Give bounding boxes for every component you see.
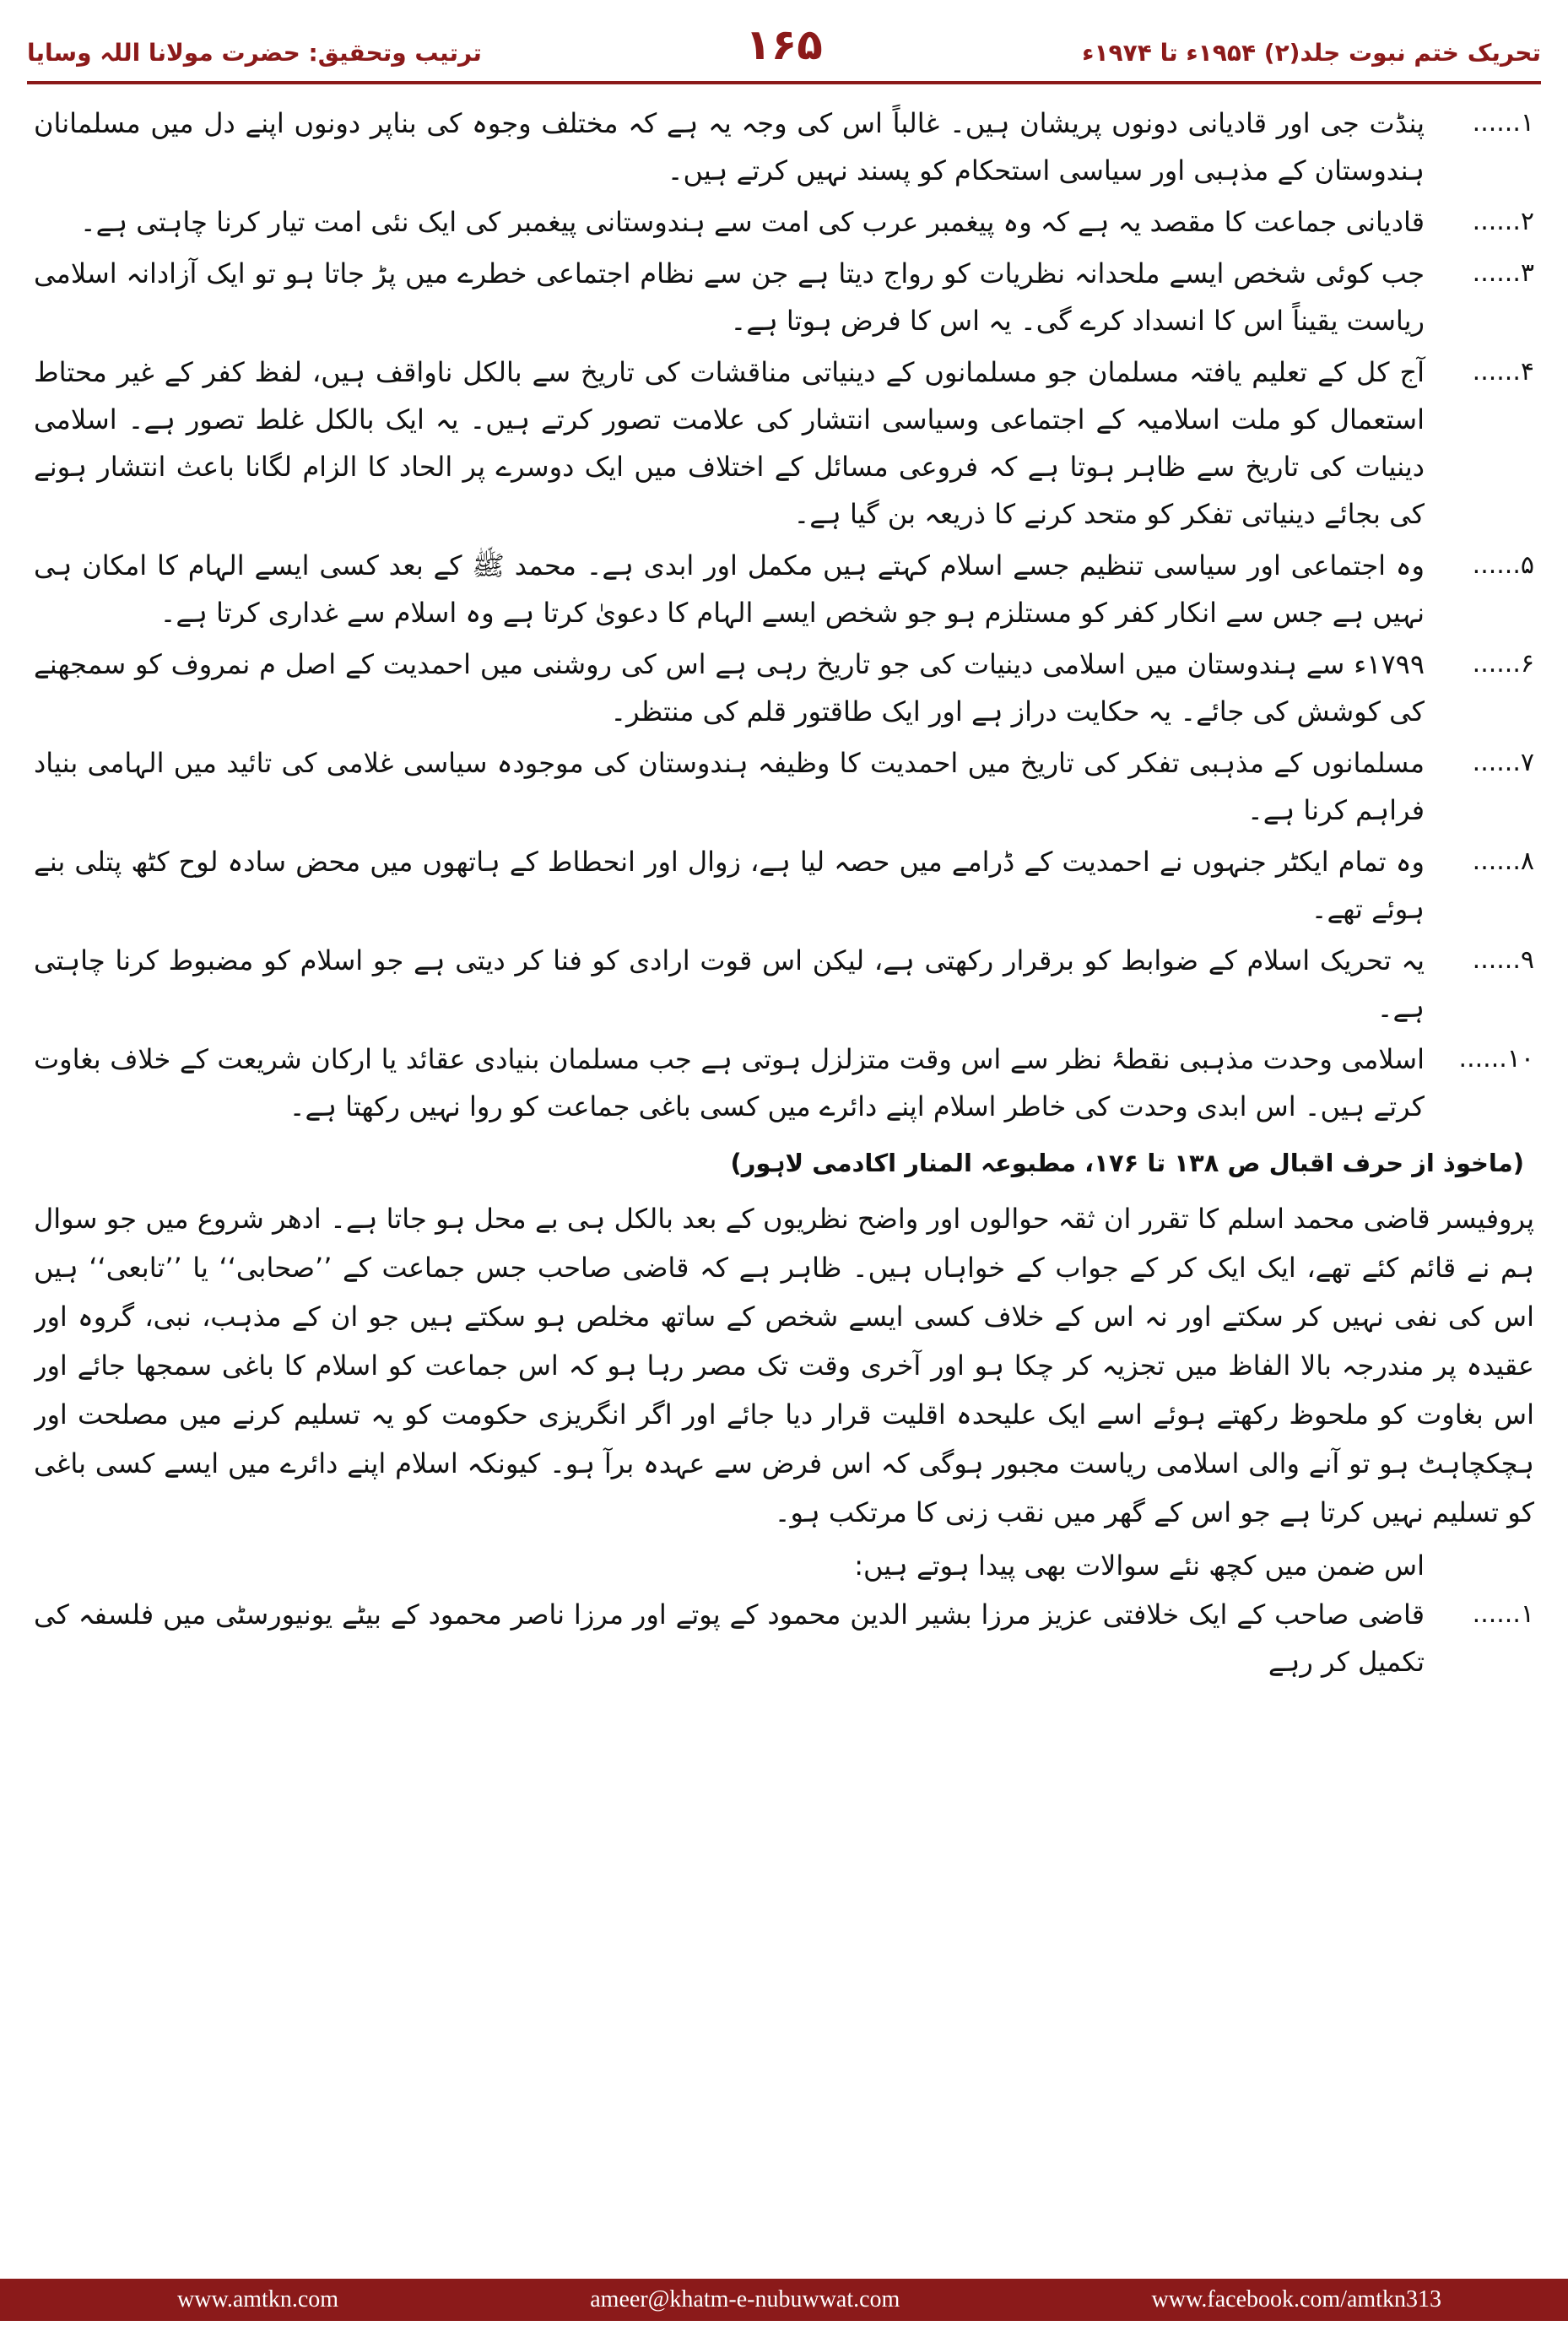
list-item <box>34 1591 1534 1685</box>
list-item <box>34 937 1534 1031</box>
item-text: جب کوئی شخص ایسے ملحدانہ نظریات کو رواج دیتا ہے جن سے نظام اجتماعی خطرے میں پڑ جاتا ہو تو ایک آزادانہ اسلامی ریاست یقیناً اس کا انسداد کرے گی۔ یہ اس کا فرض ہوتا ہے۔ <box>34 257 1425 337</box>
body-paragraph: پروفیسر قاضی محمد اسلم کا تقرر ان ثقہ حوالوں اور واضح نظریوں کے بعد بالکل ہی بے محل ہو جاتا ہے۔ ادھر شروع میں جو سوال ہم نے قائم کئے تھے، ایک ایک کر کے جواب کے خواہاں ہیں۔ ظاہر ہے کہ قاضی صاحب جس جماعت کے ’’صحابی‘‘ یا ’’تابعی‘‘ ہیں اس کی نفی نہیں کر سکتے اور نہ اس کے خلاف کسی ایسے شخص کے ساتھ مخلص ہو سکتے ہیں جو ان کے مذہب، نبی، گروہ اور عقیدہ پر مندرجہ بالا الفاظ میں تجزیہ کر چکا ہو اور آخری وقت تک مصر رہا ہو کہ اس جماعت کو اسلام کا باغی سمجھا جائے اور اس بغاوت کو ملحوظ رکھتے ہوئے اسے ایک علیحدہ اقلیت قرار دیا جائے اور اگر انگریزی حکومت کو یہ تسلیم کرنے میں مصلحت اور ہچکچاہٹ ہو تو آنے والی اسلامی ریاست مجبور ہوگی کہ اس فرض سے عہدہ برآ ہو۔ کیونکہ اسلام اپنے دائرے میں ایسے کسی باغی کو تسلیم نہیں کرتا ہے جو اس کے گھر میں نقب زنی کا مرتکب ہو۔ <box>34 1203 1534 1528</box>
list-item <box>34 838 1534 933</box>
item-text: وہ اجتماعی اور سیاسی تنظیم جسے اسلام کہتے ہیں مکمل اور ابدی ہے۔ محمد ﷺ کے بعد کسی ایسے الہام کا امکان ہی نہیں ہے جس سے انکار کفر کو مستلزم ہو جو شخص ایسے الہام کا دعویٰ کرتا ہے وہ اسلام سے غداری کرتا ہے۔ <box>34 549 1425 629</box>
list-item <box>34 349 1534 538</box>
list-item <box>34 100 1534 194</box>
section-subheading: اس ضمن میں کچھ نئے سوالات بھی پیدا ہوتے ہیں: <box>854 1550 1425 1582</box>
list-item <box>34 641 1534 735</box>
item-number: ۷...... <box>1472 748 1534 777</box>
item-text: اسلامی وحدت مذہبی نقطۂ نظر سے اس وقت متزلزل ہوتی ہے جب مسلمان بنیادی عقائد یا ارکان شریعت کے خلاف بغاوت کرتے ہیں۔ اس ابدی وحدت کی خاطر اسلام اپنے دائرے میں کسی باغی جماعت کو روا نہیں رکھتا ہے۔ <box>34 1043 1425 1122</box>
item-number: ۵...... <box>1472 550 1534 580</box>
item-number: ۱...... <box>1472 108 1534 138</box>
footer-website-link[interactable]: www.amtkn.com <box>177 2286 339 2312</box>
page-body <box>34 100 1534 2258</box>
item-text: مسلمانوں کے مذہبی تفکر کی تاریخ میں احمدیت کا وظیفہ ہندوستان کی موجودہ سیاسی غلامی کی تائید میں الہامی بنیاد فراہم کرنا ہے۔ <box>34 747 1425 826</box>
page-footer <box>0 2279 1568 2321</box>
numbered-list <box>34 100 1534 1130</box>
item-number: ۱۰...... <box>1458 1044 1534 1074</box>
item-number: ۳...... <box>1472 258 1534 288</box>
item-number: ۲...... <box>1472 207 1534 236</box>
source-reference: (ماخوذ از حرف اقبال ص ۱۳۸ تا ۱۷۶، مطبوعہ المنار اکادمی لاہور) <box>730 1149 1524 1177</box>
item-text: قادیانی جماعت کا مقصد یہ ہے کہ وہ پیغمبر عرب کی امت سے ہندوستانی پیغمبر کی ایک نئی امت تیار کرنا چاہتی ہے۔ <box>79 206 1425 238</box>
list-item <box>34 198 1534 246</box>
item-number: ۹...... <box>1472 945 1534 975</box>
page-number: ۱۶۵ <box>745 20 823 69</box>
item-number: ۱...... <box>1472 1599 1534 1629</box>
item-text: وہ تمام ایکٹر جنہوں نے احمدیت کے ڈرامے میں حصہ لیا ہے، زوال اور انحطاط کے ہاتھوں میں محض سادہ لوح کٹھ پتلی بنے ہوئے تھے۔ <box>34 846 1425 925</box>
footer-email-link[interactable]: ameer@khatm-e-nubuwwat.com <box>590 2286 900 2312</box>
item-number: ۴...... <box>1472 357 1534 387</box>
list-item <box>34 1036 1534 1130</box>
item-text: ۱۷۹۹ء سے ہندوستان میں اسلامی دینیات کی جو تاریخ رہی ہے اس کی روشنی میں احمدیت کے اصل م نمروف کو سمجھنے کی کوشش کی جائے۔ یہ حکایت دراز ہے اور ایک طاقتور قلم کی منتظر۔ <box>34 648 1425 727</box>
item-text: یہ تحریک اسلام کے ضوابط کو برقرار رکھتی ہے، لیکن اس قوت ارادی کو فنا کر دیتی ہے جو اسلام کو مضبوط کرنا چاہتی ہے۔ <box>34 944 1425 1024</box>
item-text: آج کل کے تعلیم یافتہ مسلمان جو مسلمانوں کے دینیاتی مناقشات کی تاریخ سے بالکل ناواقف ہیں، لفظ کفر کے غیر محتاط استعمال کو ملت اسلامیہ کے اجتماعی وسیاسی انتشار کی علامت تصور کرتے ہیں۔ یہ ایک بالکل غلط تصور ہے۔ اسلامی دینیات کی تاریخ سے ظاہر ہوتا ہے کہ فروعی مسائل کے اختلاف میں ایک دوسرے پر الحاد کا الزام لگانا باعث انتشار ہونے کی بجائے دینیاتی تفکر کو متحد کرنے کا ذریعہ بن گیا ہے۔ <box>34 356 1425 530</box>
header-compiler: ترتیب وتحقیق: حضرت مولانا اللہ وسایا <box>27 39 482 67</box>
list-item <box>34 739 1534 834</box>
item-number: ۸...... <box>1472 846 1534 876</box>
list-item <box>34 250 1534 344</box>
item-number: ۶...... <box>1472 649 1534 679</box>
page-header <box>27 19 1541 84</box>
header-book-title: تحریک ختم نبوت جلد(۲) ۱۹۵۴ء تا ۱۹۷۴ء <box>1082 39 1541 67</box>
item-text: پنڈت جی اور قادیانی دونوں پریشان ہیں۔ غالباً اس کی وجہ یہ ہے کہ مختلف وجوہ کی بناپر دونوں اپنے دل میں مسلمانان ہندوستان کے مذہبی اور سیاسی استحکام کو پسند نہیں کرتے ہیں۔ <box>34 107 1425 187</box>
footer-facebook-link[interactable]: www.facebook.com/amtkn313 <box>1151 2286 1441 2312</box>
item-text: قاضی صاحب کے ایک خلافتی عزیز مرزا بشیر الدین محمود کے پوتے اور مرزا ناصر محمود کے بیٹے یونیورسٹی میں فلسفہ کی تکمیل کر رہے <box>34 1598 1425 1678</box>
list-item <box>34 542 1534 636</box>
